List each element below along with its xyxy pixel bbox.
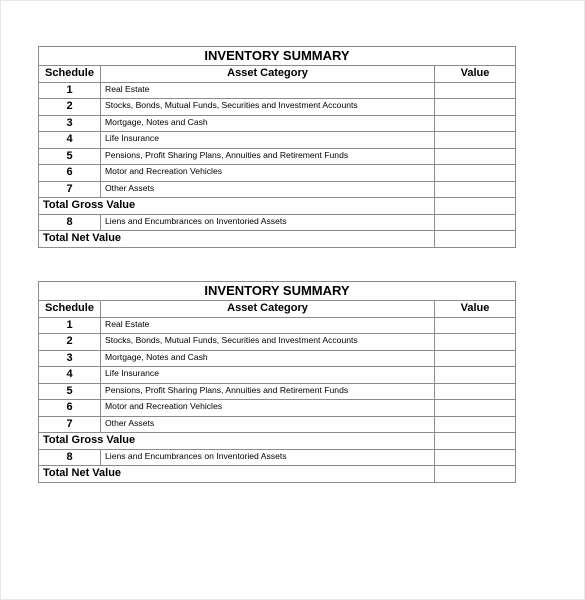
value-cell[interactable] — [435, 400, 516, 417]
asset-category: Stocks, Bonds, Mutual Funds, Securities and Investment Accounts — [101, 99, 435, 116]
value-cell[interactable] — [435, 350, 516, 367]
table-row — [39, 82, 516, 99]
schedule-number: 5 — [39, 148, 101, 165]
asset-category: Motor and Recreation Vehicles — [101, 400, 435, 417]
schedule-number: 2 — [39, 99, 101, 116]
total-net-value[interactable] — [435, 466, 516, 483]
schedule-number: 3 — [39, 115, 101, 132]
total-gross-value[interactable] — [435, 433, 516, 450]
asset-category: Mortgage, Notes and Cash — [101, 350, 435, 367]
table-title: INVENTORY SUMMARY — [39, 282, 516, 301]
table-header-row — [39, 66, 516, 83]
value-cell[interactable] — [435, 148, 516, 165]
value-cell[interactable] — [435, 82, 516, 99]
table-header-row — [39, 301, 516, 318]
total-gross-row — [39, 433, 516, 450]
schedule-number: 6 — [39, 400, 101, 417]
schedule-number: 8 — [39, 214, 101, 231]
schedule-number: 5 — [39, 383, 101, 400]
table-row — [39, 181, 516, 198]
total-net-row — [39, 231, 516, 248]
table-row — [39, 416, 516, 433]
liens-value[interactable] — [435, 449, 516, 466]
value-cell[interactable] — [435, 165, 516, 182]
table-row — [39, 350, 516, 367]
asset-category: Other Assets — [101, 416, 435, 433]
table-title-row — [39, 282, 516, 301]
table-title: INVENTORY SUMMARY — [39, 47, 516, 66]
liens-value[interactable] — [435, 214, 516, 231]
total-gross-label: Total Gross Value — [39, 433, 435, 450]
liens-category: Liens and Encumbrances on Inventoried Assets — [101, 449, 435, 466]
table-row — [39, 165, 516, 182]
value-header: Value — [435, 301, 516, 318]
total-net-label: Total Net Value — [39, 466, 435, 483]
table-row — [39, 367, 516, 384]
table-row — [39, 334, 516, 351]
schedule-number: 3 — [39, 350, 101, 367]
asset-category: Life Insurance — [101, 132, 435, 149]
asset-category: Real Estate — [101, 317, 435, 334]
table-row — [39, 148, 516, 165]
total-gross-value[interactable] — [435, 198, 516, 215]
schedule-number: 1 — [39, 317, 101, 334]
total-net-value[interactable] — [435, 231, 516, 248]
table-row — [39, 99, 516, 116]
asset-category-header: Asset Category — [101, 301, 435, 318]
asset-category: Real Estate — [101, 82, 435, 99]
total-net-row — [39, 466, 516, 483]
total-gross-row — [39, 198, 516, 215]
value-cell[interactable] — [435, 317, 516, 334]
inventory-summary-table — [38, 281, 516, 483]
value-cell[interactable] — [435, 367, 516, 384]
total-gross-label: Total Gross Value — [39, 198, 435, 215]
table-title-row — [39, 47, 516, 66]
schedule-number: 2 — [39, 334, 101, 351]
value-header: Value — [435, 66, 516, 83]
value-cell[interactable] — [435, 416, 516, 433]
liens-row — [39, 214, 516, 231]
asset-category: Pensions, Profit Sharing Plans, Annuities and Retirement Funds — [101, 148, 435, 165]
liens-row — [39, 449, 516, 466]
table-row — [39, 400, 516, 417]
schedule-header: Schedule — [39, 301, 101, 318]
inventory-summary-table — [38, 46, 516, 248]
value-cell[interactable] — [435, 99, 516, 116]
total-net-label: Total Net Value — [39, 231, 435, 248]
schedule-number: 8 — [39, 449, 101, 466]
asset-category: Life Insurance — [101, 367, 435, 384]
asset-category-header: Asset Category — [101, 66, 435, 83]
table-row — [39, 383, 516, 400]
schedule-number: 1 — [39, 82, 101, 99]
asset-category: Stocks, Bonds, Mutual Funds, Securities and Investment Accounts — [101, 334, 435, 351]
value-cell[interactable] — [435, 115, 516, 132]
asset-category: Mortgage, Notes and Cash — [101, 115, 435, 132]
schedule-number: 7 — [39, 181, 101, 198]
asset-category: Motor and Recreation Vehicles — [101, 165, 435, 182]
table-row — [39, 132, 516, 149]
table-row — [39, 115, 516, 132]
table-row — [39, 317, 516, 334]
schedule-number: 6 — [39, 165, 101, 182]
schedule-number: 4 — [39, 367, 101, 384]
schedule-number: 4 — [39, 132, 101, 149]
schedule-header: Schedule — [39, 66, 101, 83]
liens-category: Liens and Encumbrances on Inventoried Assets — [101, 214, 435, 231]
asset-category: Pensions, Profit Sharing Plans, Annuities and Retirement Funds — [101, 383, 435, 400]
value-cell[interactable] — [435, 132, 516, 149]
value-cell[interactable] — [435, 383, 516, 400]
value-cell[interactable] — [435, 334, 516, 351]
value-cell[interactable] — [435, 181, 516, 198]
schedule-number: 7 — [39, 416, 101, 433]
asset-category: Other Assets — [101, 181, 435, 198]
